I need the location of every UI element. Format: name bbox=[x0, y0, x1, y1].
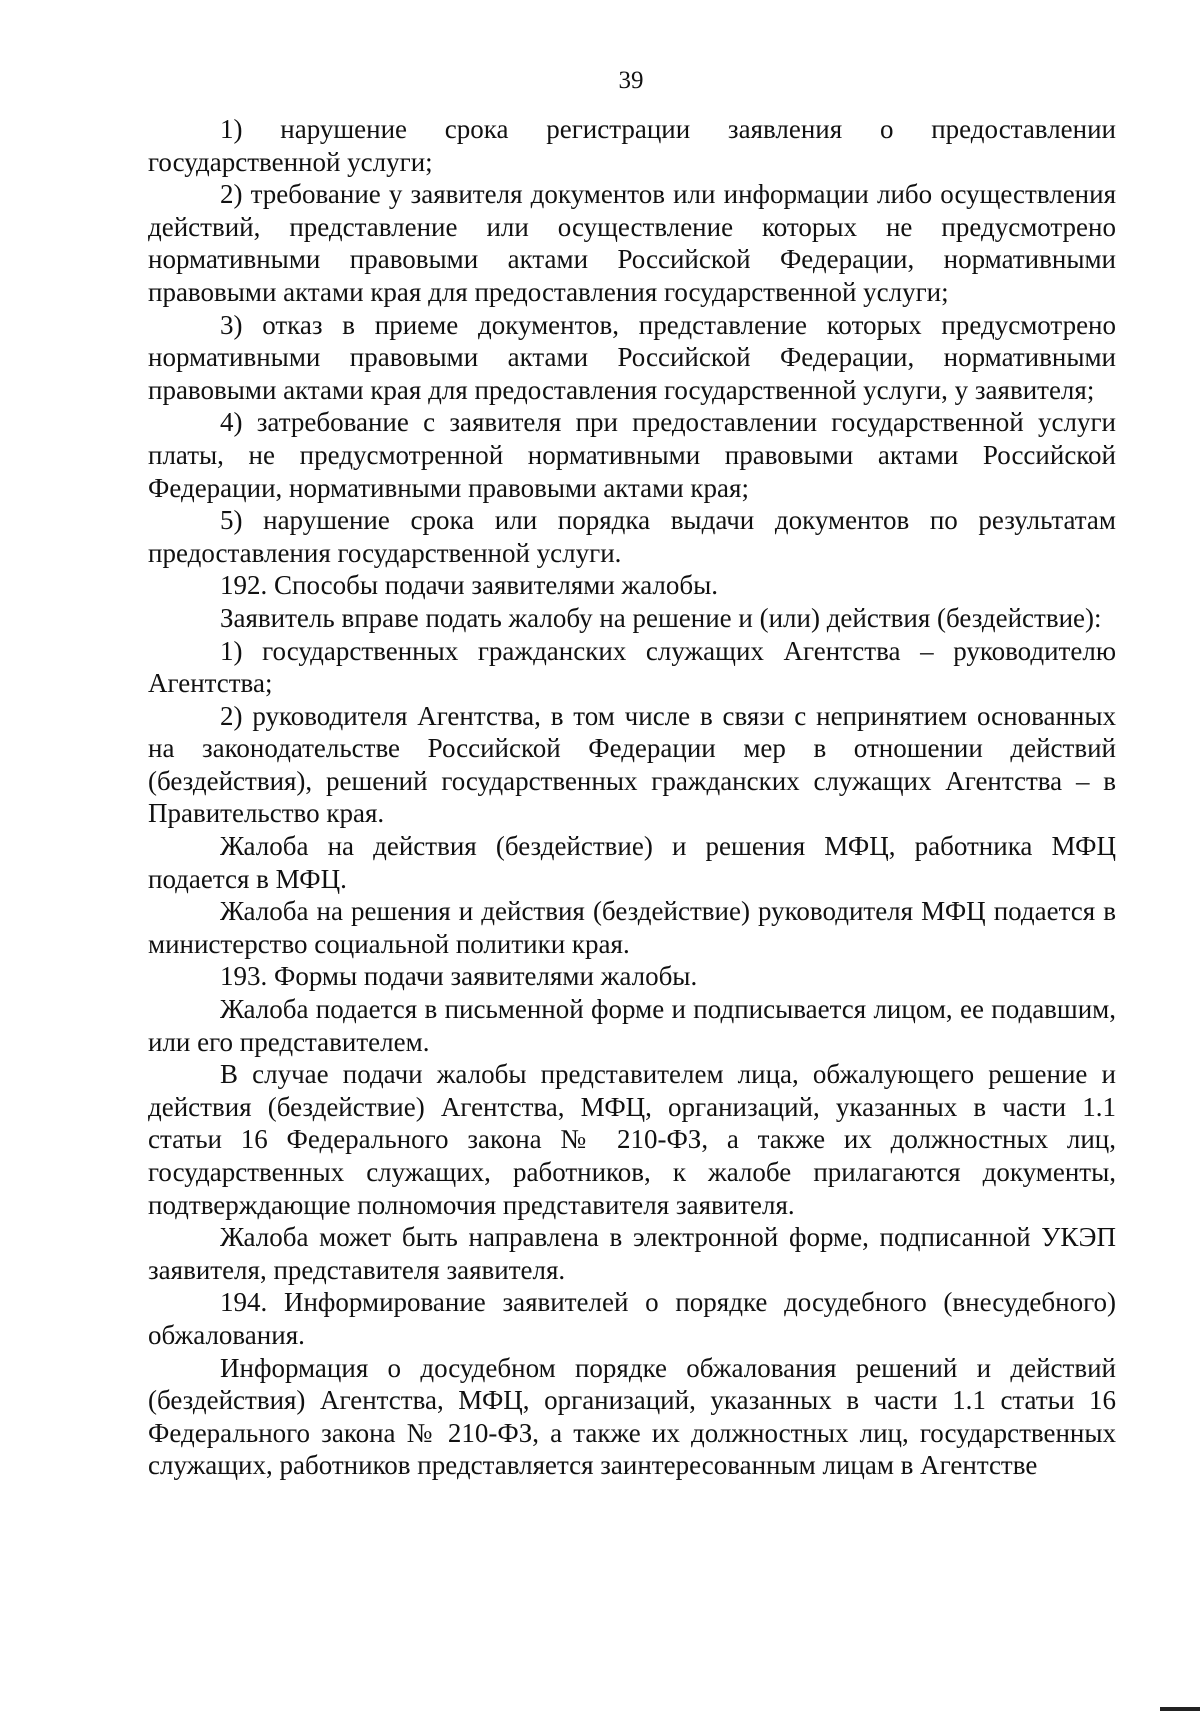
paragraph-refusal-documents: 3) отказ в приеме документов, представление которых предусмотрено нормативными правовыми актами Российской Федерации, нормативными правовыми актами края для предоставления государственной услуги, у заявителя; bbox=[148, 309, 1116, 405]
page-number: 39 bbox=[618, 67, 644, 94]
paragraph-mfc-complaint: Жалоба на действия (бездействие) и решения МФЦ, работника МФЦ подается в МФЦ. bbox=[148, 831, 1116, 894]
paragraph-issuance-violation: 5) нарушение срока или порядка выдачи документов по результатам предоставления государственной услуги. bbox=[148, 505, 1116, 568]
section-heading-192: 192. Способы подачи заявителями жалобы. bbox=[220, 570, 719, 601]
paragraph-complaint-right: Заявитель вправе подать жалобу на решение и (или) действия (бездействие): bbox=[220, 602, 1102, 633]
paragraph-written-form: Жалоба подается в письменной форме и подписывается лицом, ее подавшим, или его представителем. bbox=[148, 994, 1116, 1057]
paragraph-civil-servants: 1) государственных гражданских служащих Агентства – руководителю Агентства; bbox=[148, 635, 1116, 699]
paragraph-mfc-head-complaint: Жалоба на решения и действия (бездействие) руководителя МФЦ подается в министерство социальной политики края. bbox=[148, 896, 1116, 959]
document-body bbox=[148, 113, 1116, 1482]
paragraph-requirement-documents: 2) требование у заявителя документов или информации либо осуществления действий, представление или осуществление которых не предусмотрено нормативными правовыми актами Российской Федерации, нормативными правовыми актами края для предоставления государственной услуги; bbox=[148, 179, 1116, 307]
paragraph-representative: В случае подачи жалобы представителем лица, обжалующего решение и действия (бездействие) Агентства, МФЦ, организаций, указанных в части 1.1 статьи 16 Федерального закона № 210-ФЗ, а также их должностных лиц, государственных служащих, работников, к жалобе прилагаются документы, подтверждающие полномочия представителя заявителя. bbox=[148, 1059, 1116, 1220]
paragraph-electronic-form: Жалоба может быть направлена в электронной форме, подписанной УКЭП заявителя, представителя заявителя. bbox=[148, 1222, 1116, 1285]
scan-edge-mark bbox=[1160, 1707, 1200, 1711]
paragraph-agency-head: 2) руководителя Агентства, в том числе в связи с непринятием основанных на законодательстве Российской Федерации мер в отношении действий (бездействия), решений государственных гражданских служащих Агентства – в Правительство края. bbox=[148, 700, 1116, 829]
section-heading-193: 193. Формы подачи заявителями жалобы. bbox=[220, 961, 698, 992]
paragraph-fee-demand: 4) затребование с заявителя при предоставлении государственной услуги платы, не предусмотренной нормативными правовыми актами Российской Федерации, нормативными правовыми актами края; bbox=[148, 407, 1116, 503]
paragraph-violation-registration-term: 1) нарушение срока регистрации заявления о предоставлении государственной услуги; bbox=[148, 114, 1116, 177]
paragraph-information-procedure: Информация о досудебном порядке обжалования решений и действий (бездействия) Агентства, МФЦ, организаций, указанных в части 1.1 статьи 16 Федерального закона № 210-ФЗ, а также их должностных лиц, государственных служащих, работников представляется заинтересованным лицам в Агентстве bbox=[148, 1352, 1116, 1481]
section-heading-194: 194. Информирование заявителей о порядке досудебного (внесудебного) обжалования. bbox=[148, 1287, 1116, 1350]
